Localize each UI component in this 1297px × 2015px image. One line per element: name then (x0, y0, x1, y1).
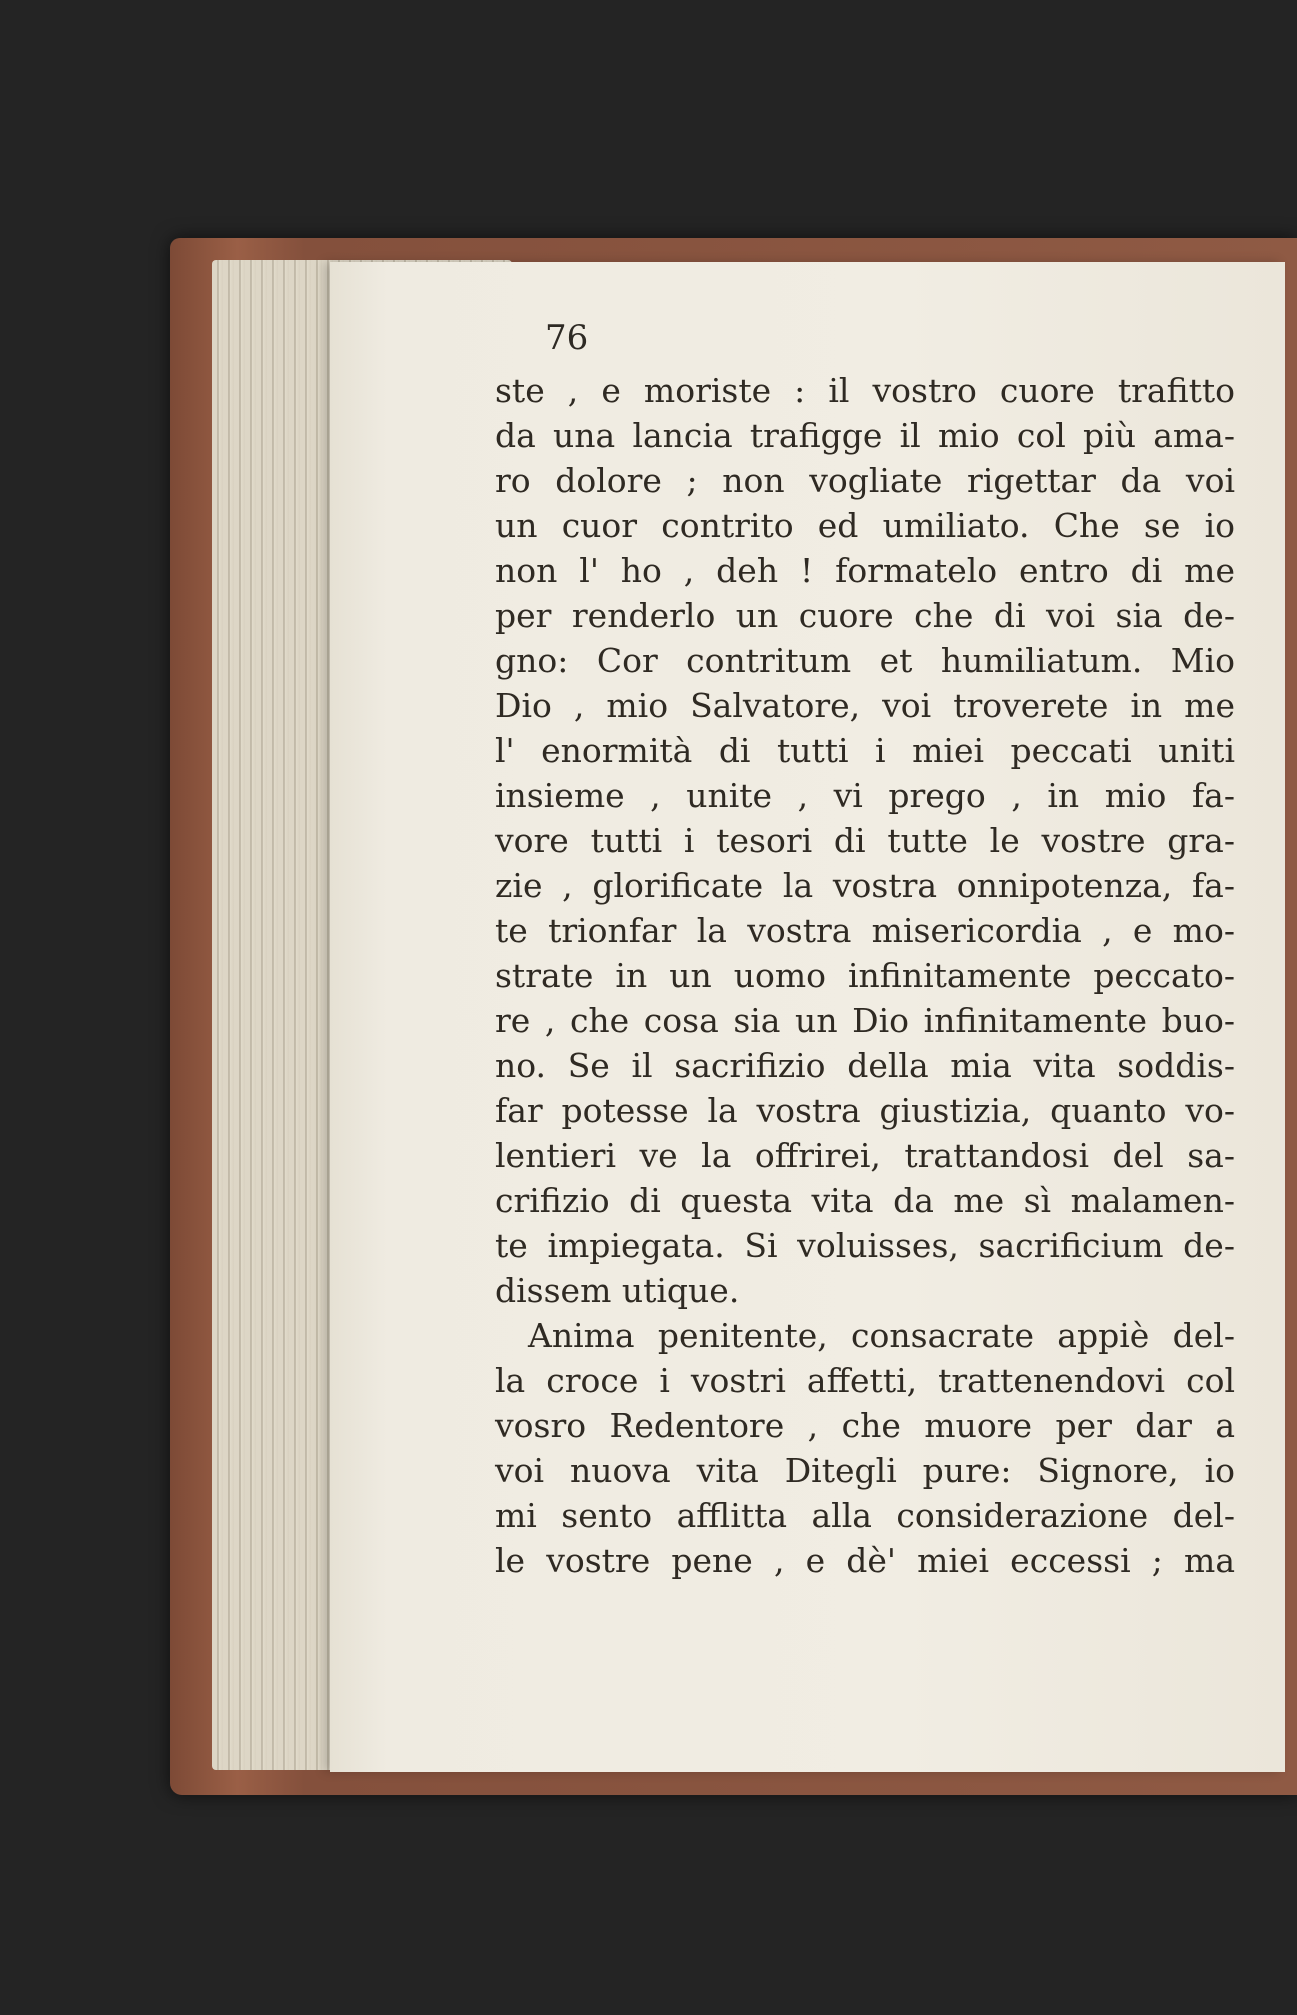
text-line: no. Se il sacrifizio della mia vita soddis- (495, 1046, 1235, 1085)
text-line: le vostre pene , e dè' miei eccessi ; ma (495, 1541, 1235, 1580)
page-number: 76 (545, 318, 589, 358)
text-line: Anima penitente, consacrate appiè del- (528, 1316, 1235, 1355)
text-line: mi sento afflitta alla considerazione del- (495, 1496, 1235, 1535)
text-line: per renderlo un cuore che di voi sia de- (495, 596, 1235, 635)
text-line: strate in un uomo infinitamente peccato- (495, 956, 1235, 995)
text-line: l' enormità di tutti i miei peccati uniti (495, 731, 1235, 770)
text-line: da una lancia trafigge il mio col più ama- (495, 416, 1235, 455)
text-line: crifizio di questa vita da me sì malamen- (495, 1181, 1235, 1220)
text-line: zie , glorificate la vostra onnipotenza, fa- (495, 866, 1235, 905)
text-line: non l' ho , deh ! formatelo entro di me (495, 551, 1235, 590)
text-line: far potesse la vostra giustizia, quanto vo- (495, 1091, 1235, 1130)
body-text (495, 368, 1235, 1583)
text-line: ro dolore ; non vogliate rigettar da voi (495, 461, 1235, 500)
text-line: insieme , unite , vi prego , in mio fa- (495, 776, 1235, 815)
text-line: te trionfar la vostra misericordia , e mo- (495, 911, 1235, 950)
text-line: lentieri ve la offrirei, trattandosi del sa- (495, 1136, 1235, 1175)
text-line: dissem utique. (495, 1271, 740, 1310)
text-line: la croce i vostri affetti, trattenendovi col (495, 1361, 1235, 1400)
text-line: te impiegata. Si voluisses, sacrificium de- (495, 1226, 1235, 1265)
text-line: vore tutti i tesori di tutte le vostre gra- (495, 821, 1235, 860)
text-line: ste , e moriste : il vostro cuore trafitto (495, 371, 1235, 410)
text-line: gno: Cor contritum et humiliatum. Mio (495, 641, 1235, 680)
text-line: vosro Redentore , che muore per dar a (495, 1406, 1235, 1445)
text-line: voi nuova vita Ditegli pure: Signore, io (495, 1451, 1235, 1490)
text-line: Dio , mio Salvatore, voi troverete in me (495, 686, 1235, 725)
text-line: re , che cosa sia un Dio infinitamente buo- (495, 1001, 1235, 1040)
text-line: un cuor contrito ed umiliato. Che se io (495, 506, 1235, 545)
